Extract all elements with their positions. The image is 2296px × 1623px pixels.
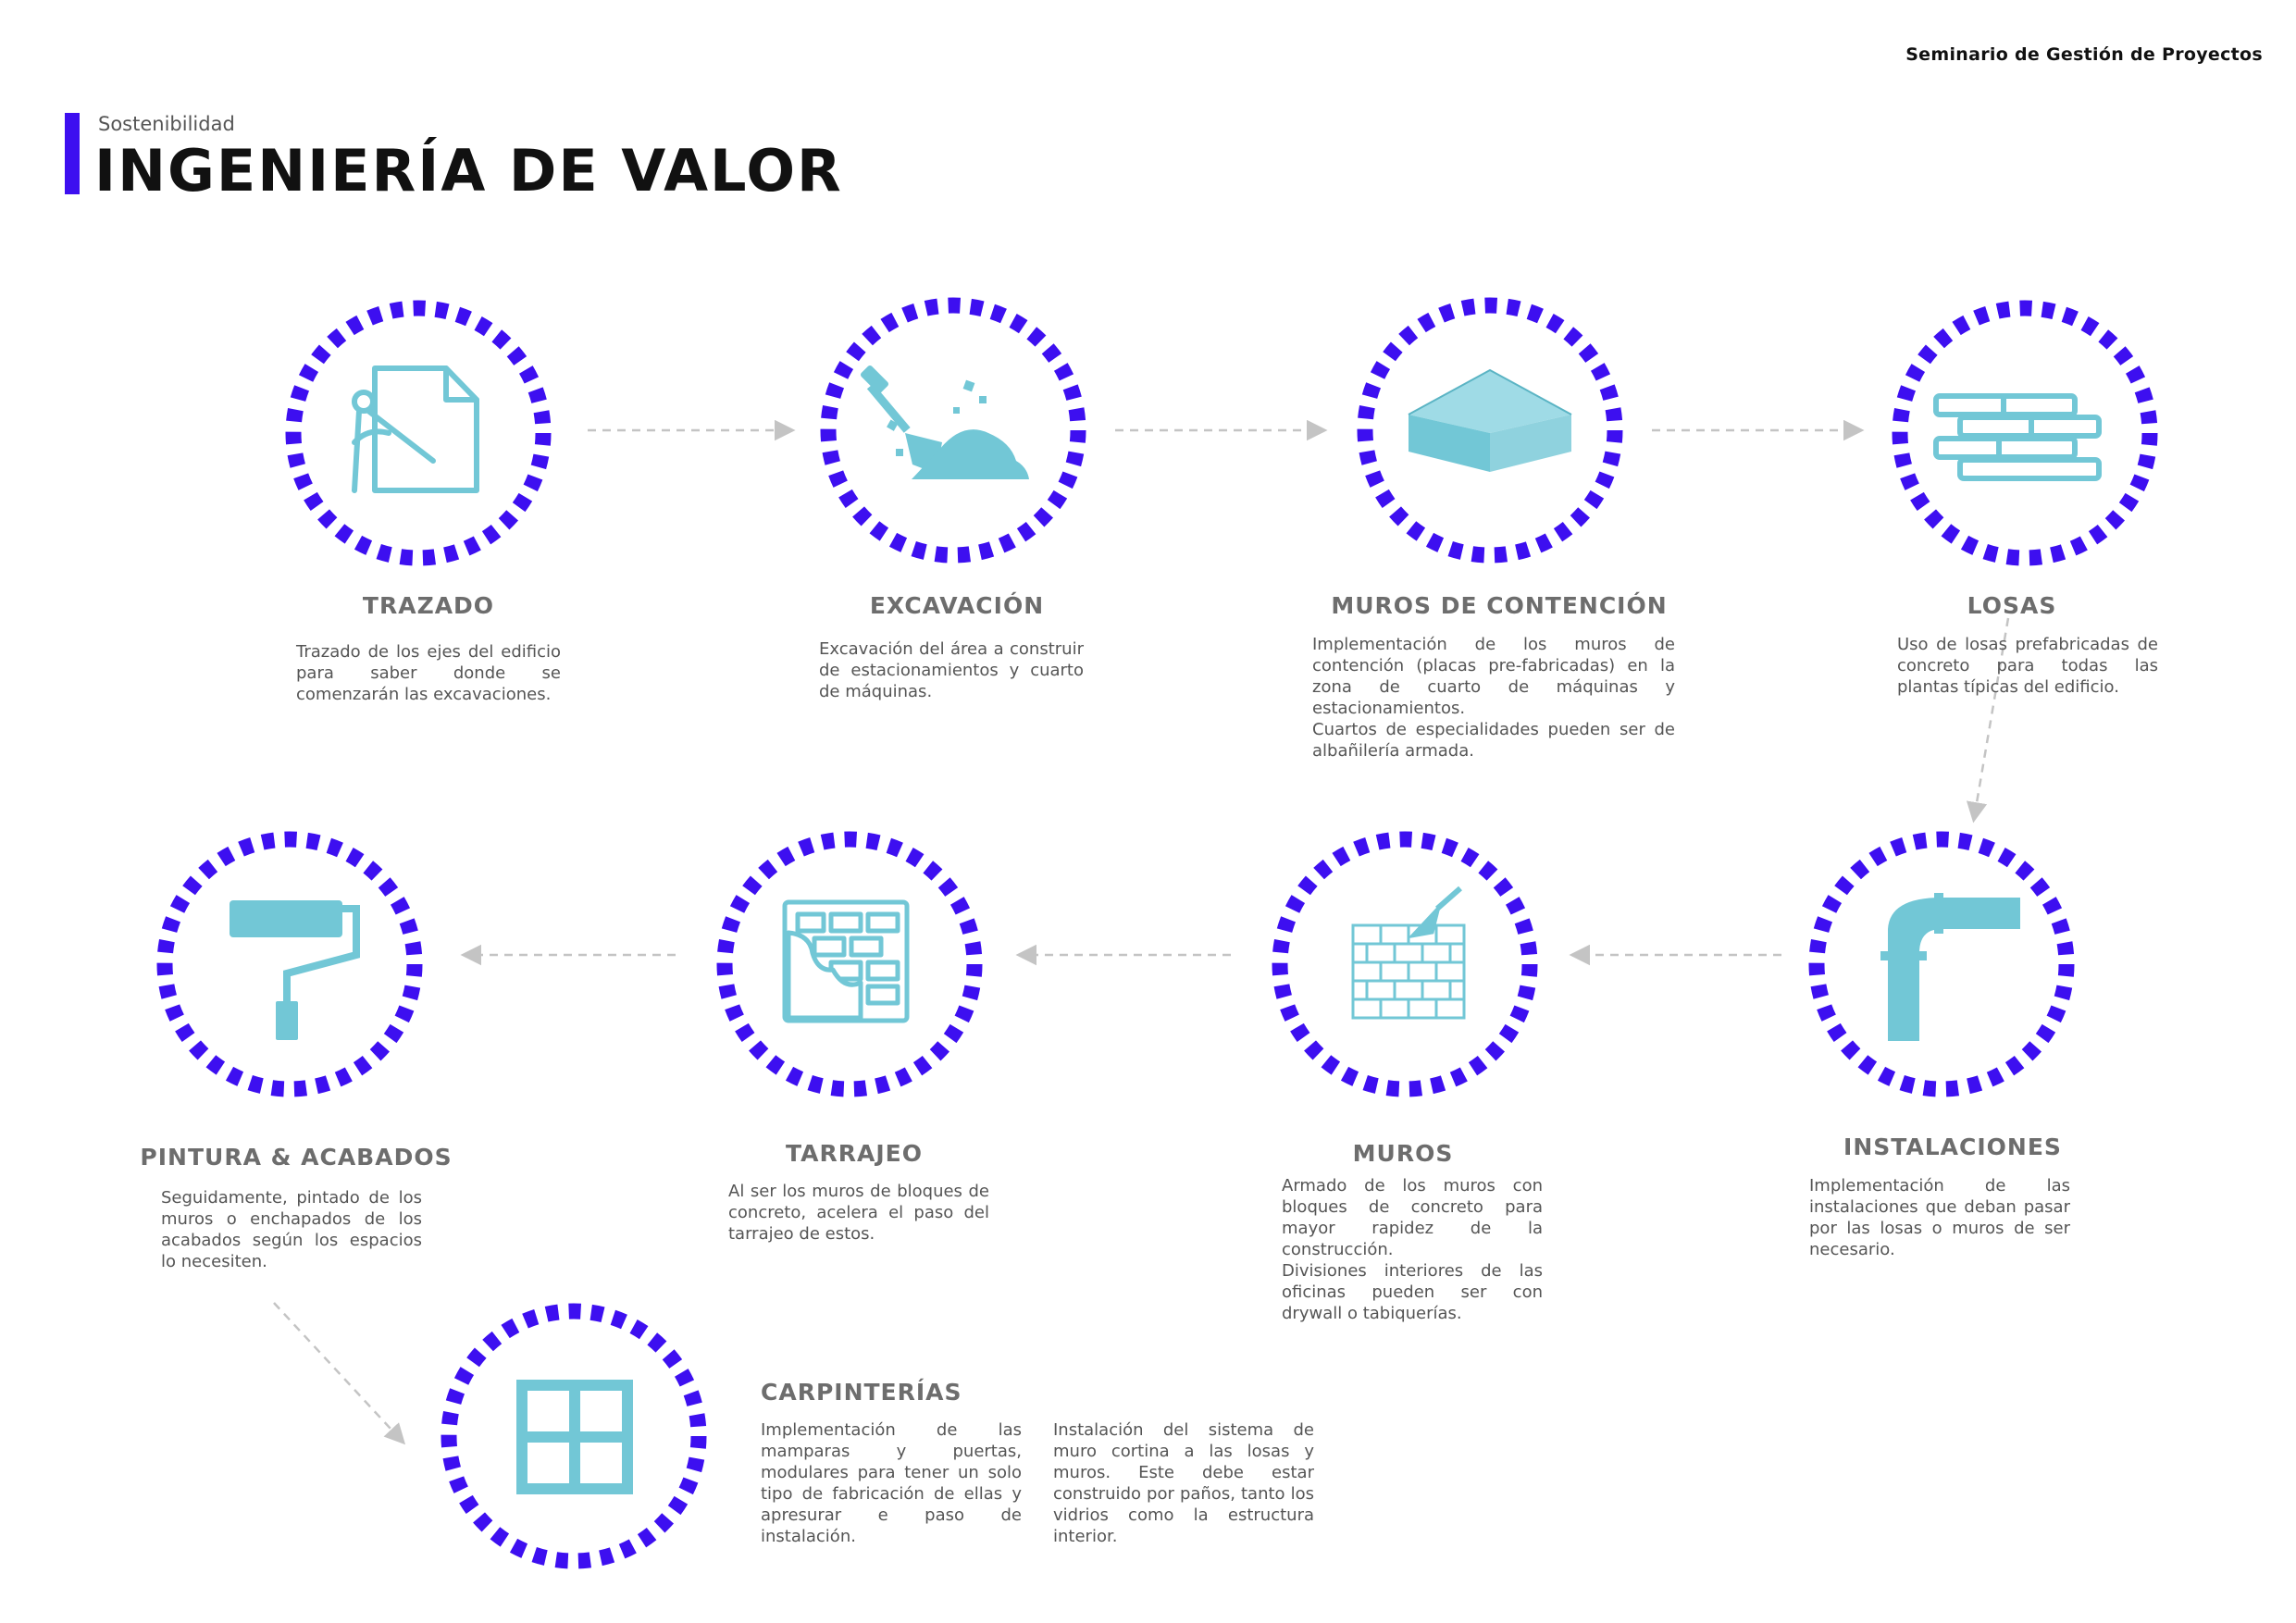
stage-desc-losas: Uso de losas prefabricadas de concreto para todas las plantas típicas del edificio. xyxy=(1897,635,2158,697)
stage-title-trazado: TRAZADO xyxy=(362,592,495,619)
course-name: Seminario de Gestión de Proyectos xyxy=(1905,44,2263,65)
ring-pintura xyxy=(165,839,415,1089)
ring-instalaciones xyxy=(1817,839,2066,1089)
stage-desc-muros-contencion: Implementación de los muros de contención (placas pre-fabricadas) en la zona de cuarto de máquinas y estacionamientos. Cuartos de especialidades pueden ser de albañilería armada. xyxy=(1312,635,1675,761)
paint-roller-icon xyxy=(230,900,356,1040)
ring-excavacion xyxy=(828,305,1078,555)
slabs-icon xyxy=(1936,396,2099,478)
brick-wall-trowel-icon xyxy=(1353,888,1464,1018)
blueprint-compass-icon xyxy=(354,368,477,490)
stage-desc-excavacion: Excavación del área a construir de estacionamientos y cuarto de máquinas. xyxy=(819,639,1084,701)
stage-title-excavacion: EXCAVACIÓN xyxy=(869,592,1045,619)
stage-title-carpinterias: CARPINTERÍAS xyxy=(761,1379,962,1406)
stage-desc-carpinterias-2: Instalación del sistema de muro cortina a las losas y muros. Este debe estar construido por paños, tanto los vidrios como la estructura interior. xyxy=(1053,1420,1314,1546)
stage-desc-pintura: Seguidamente, pintado de los muros o enchapados de los acabados según los espacios lo necesiten. xyxy=(161,1188,422,1271)
stage-desc-trazado: Trazado de los ejes del edificio para saber donde se comenzarán las excavaciones. xyxy=(296,642,561,704)
shovel-dirt-icon xyxy=(860,365,1029,479)
stage-desc-muros: Armado de los muros con bloques de concreto para mayor rapidez de la construcción. Divisiones interiores de las oficinas pueden ser con drywall o tabiquerías. xyxy=(1282,1176,1543,1323)
stage-title-pintura: PINTURA & ACABADOS xyxy=(140,1144,453,1171)
pipe-elbow-icon xyxy=(1880,893,2020,1041)
stage-desc-tarrajeo: Al ser los muros de bloques de concreto, acelera el paso del tarrajeo de estos. xyxy=(728,1182,989,1244)
section-label: Sostenibilidad xyxy=(98,113,235,135)
stage-rings xyxy=(165,305,2150,1561)
stage-title-muros-contencion: MUROS DE CONTENCIÓN xyxy=(1331,592,1668,619)
stage-desc-instalaciones: Implementación de las instalaciones que deban pasar por las losas o muros de ser necesario. xyxy=(1809,1176,2070,1259)
ring-muros xyxy=(1280,839,1530,1089)
plastered-wall-icon xyxy=(785,902,907,1021)
stage-desc-carpinterias-1: Implementación de las mamparas y puertas, modulares para tener un solo tipo de fabricación de ellas y apresurar e paso de instalación. xyxy=(761,1420,1022,1546)
arrow-pintura-carpinterias xyxy=(274,1303,403,1442)
stage-title-losas: LOSAS xyxy=(1967,592,2057,619)
stage-title-instalaciones: INSTALACIONES xyxy=(1843,1134,2062,1160)
retaining-wall-icon xyxy=(1409,370,1571,472)
ring-trazado xyxy=(293,308,543,558)
stage-title-muros: MUROS xyxy=(1352,1140,1454,1167)
flow-arrows xyxy=(274,430,2008,1442)
window-frame-icon xyxy=(522,1385,627,1489)
stage-title-tarrajeo: TARRAJEO xyxy=(786,1140,923,1167)
page-title: INGENIERÍA DE VALOR xyxy=(94,137,843,204)
